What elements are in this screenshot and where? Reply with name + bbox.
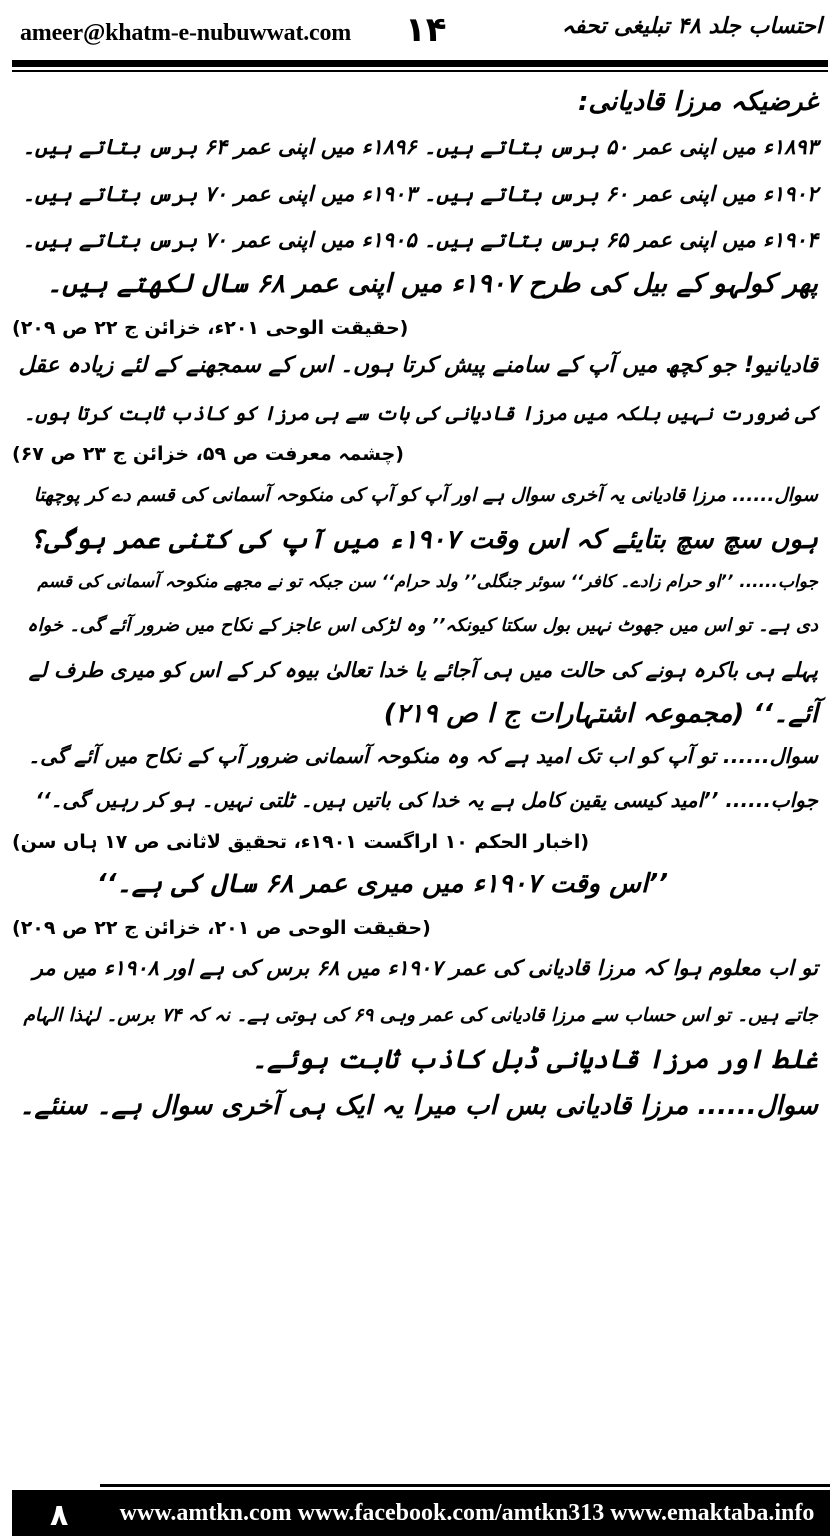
reference-line: (چشمہ معرفت ص ۵۹، خزائن ج ۲۳ ص ۶۷): [12, 443, 404, 465]
text-line: جواب...... ’’او حرام زادے۔ کافر‘‘ سوئر جنگلی’’ ولد حرام‘‘ سن جبکہ تو نے مجھے منکوحہ آسمانی کی قسم: [37, 572, 818, 592]
text-line: سوال...... مرزا قادیانی یہ آخری سوال ہے اور آپ کو آپ کی منکوحہ آسمانی کی قسم دے کر پوچھتا: [33, 485, 818, 506]
text-line: کی ضرورت نہیں بلکہ میں مرزا قادیانی کی بات سے ہی مرزا کو کاذب ثابت کرتا ہوں۔: [23, 402, 818, 425]
text-line: غلط اور مرزا قادیانی ڈبل کاذب ثابت ہوئے۔: [251, 1045, 818, 1075]
footer-links: www.amtkn.com www.facebook.com/amtkn313 www.emaktaba.info: [119, 1500, 815, 1526]
text-line: جواب...... ’’امید کیسی یقین کامل ہے یہ خدا کی باتیں ہیں۔ ٹلتی نہیں۔ ہو کر رہیں گی۔‘‘: [35, 788, 818, 812]
text-line: ۱۹۰۲ء میں اپنی عمر ۶۰ برس بتاتے ہیں۔ ۱۹۰۳ء میں اپنی عمر ۷۰ برس بتاتے ہیں۔: [22, 182, 818, 206]
reference-line: (حقیقت الوحی ص ۲۰۱، خزائن ج ۲۲ ص ۲۰۹): [12, 917, 431, 939]
text-line: تو اب معلوم ہوا کہ مرزا قادیانی کی عمر ۱۹۰۷ء میں ۶۸ برس کی ہے اور ۱۹۰۸ء میں مر: [32, 956, 818, 980]
text-line: پہلے ہی باکرہ ہونے کی حالت میں ہی آجائے یا خدا تعالیٰ بیوہ کر کے اس کو میری طرف لے: [28, 658, 818, 682]
text-line: ’’اس وقت ۱۹۰۷ء میں میری عمر ۶۸ سال کی ہے۔‘‘: [96, 869, 668, 899]
header-page-number: ۱۴: [405, 10, 447, 50]
footer-rule: [100, 1484, 830, 1487]
footer-bar: [12, 1490, 830, 1536]
text-line: ہوں سچ سچ بتایئے کہ اس وقت ۱۹۰۷ء میں آپ کی کتنی عمر ہوگی؟: [29, 525, 818, 555]
reference-line: (اخبار الحکم ۱۰ اراگست ۱۹۰۱ء، تحقیق لاثانی ص ۱۷ ہاں سن): [12, 831, 590, 853]
text-line: پھر کولہو کے بیل کی طرح ۱۹۰۷ء میں اپنی عمر ۶۸ سال لکھتے ہیں۔: [46, 269, 818, 299]
page-footer: [0, 1478, 840, 1540]
header-rule-thin: [12, 70, 828, 72]
text-line: آئے۔‘‘ (مجموعہ اشتہارات ج ا ص ۲۱۹): [383, 699, 818, 729]
text-line: غرضیکہ مرزا قادیانی:: [577, 87, 818, 117]
page-header: [0, 0, 840, 72]
text-line: دی ہے۔ تو اس میں جھوٹ نہیں بول سکتا کیونکہ’’ وہ لڑکی اس عاجز کے نکاح میں ضرور آئے گی۔ خواہ: [27, 615, 818, 636]
text-line: جاتے ہیں۔ تو اس حساب سے مرزا قادیانی کی عمر وہی ۶۹ کی ہوتی ہے۔ نہ کہ ۷۴ برس۔ لہٰذا الہام: [23, 1005, 818, 1026]
header-rule-thick: [12, 60, 828, 67]
reference-line: (حقیقت الوحی ۲۰۱ء، خزائن ج ۲۲ ص ۲۰۹): [12, 317, 409, 339]
footer-page-number: ۸: [50, 1498, 69, 1533]
text-line: ۱۸۹۳ء میں اپنی عمر ۵۰ برس بتاتے ہیں۔ ۱۸۹۶ء میں اپنی عمر ۶۴ برس بتاتے ہیں۔: [22, 135, 818, 159]
text-line: ۱۹۰۴ء میں اپنی عمر ۶۵ برس بتاتے ہیں۔ ۱۹۰۵ء میں اپنی عمر ۷۰ برس بتاتے ہیں۔: [22, 228, 818, 252]
text-line: قادیانیو! جو کچھ میں آپ کے سامنے پیش کرتا ہوں۔ اس کے سمجھنے کے لئے زیادہ عقل: [18, 353, 818, 378]
text-line: سوال...... تو آپ کو اب تک امید ہے کہ وہ منکوحہ آسمانی ضرور آپ کے نکاح میں آئے گی۔: [28, 744, 818, 768]
text-line: سوال...... مرزا قادیانی بس اب میرا یہ ایک ہی آخری سوال ہے۔ سنئے۔: [19, 1091, 818, 1121]
header-email: ameer@khatm-e-nubuwwat.com: [20, 20, 352, 46]
header-book-title: احتساب جلد ۴۸ تبلیغی تحفہ: [561, 14, 822, 39]
